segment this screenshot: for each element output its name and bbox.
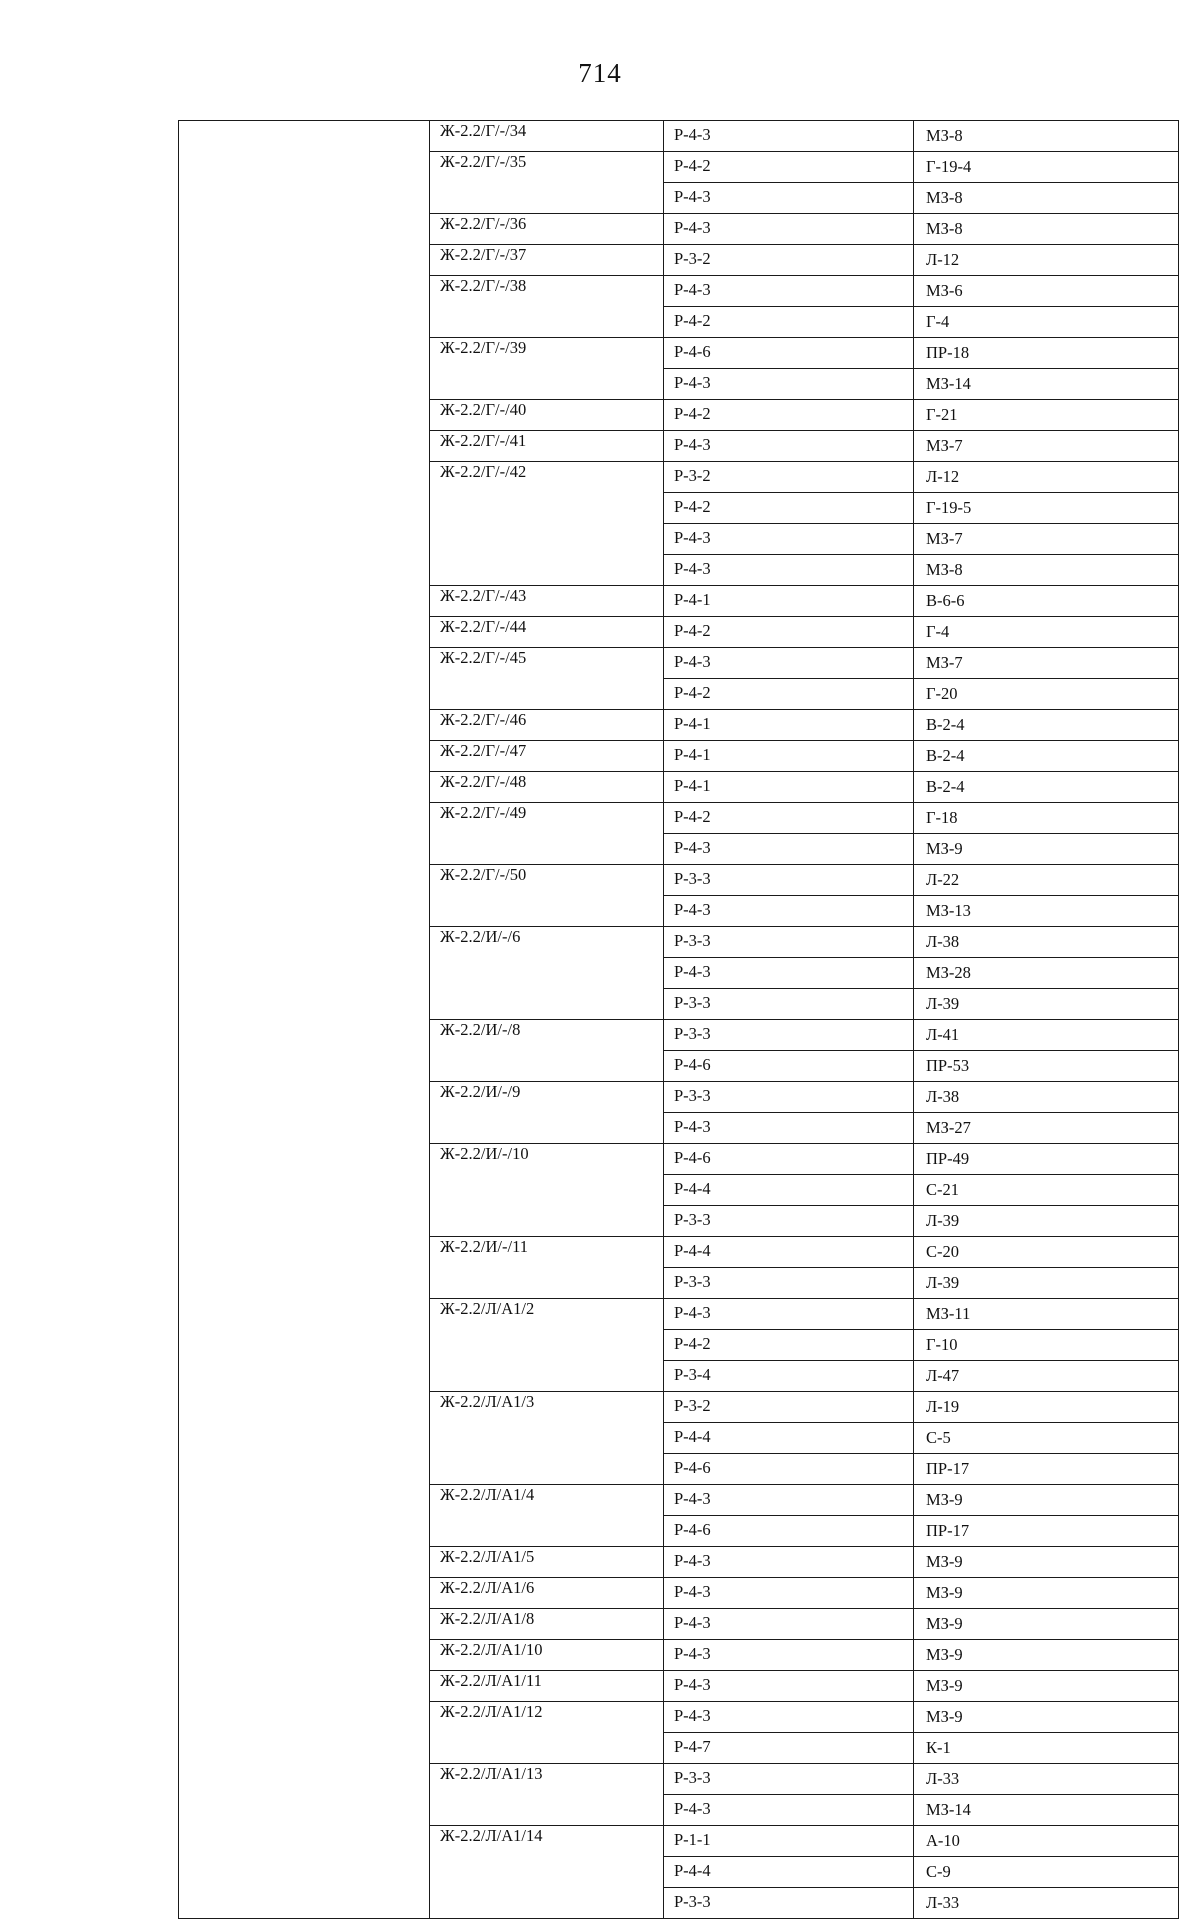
r-code-cell: Р-3-3 bbox=[664, 1206, 914, 1237]
group-code-cell: Ж-2.2/Л/А1/10 bbox=[430, 1640, 664, 1671]
r-code-cell: Р-4-3 bbox=[664, 834, 914, 865]
r-code-cell: Р-4-3 bbox=[664, 555, 914, 586]
category-code-cell: В-2-4 bbox=[914, 710, 1179, 741]
category-code-cell: ПР-18 bbox=[914, 338, 1179, 369]
category-code-cell: Г-4 bbox=[914, 617, 1179, 648]
r-code-cell: Р-4-4 bbox=[664, 1857, 914, 1888]
r-code-cell: Р-4-3 bbox=[664, 431, 914, 462]
group-code-cell: Ж-2.2/Л/А1/12 bbox=[430, 1702, 664, 1764]
r-code-cell: Р-4-2 bbox=[664, 400, 914, 431]
category-code-cell: Г-21 bbox=[914, 400, 1179, 431]
r-code-cell: Р-3-2 bbox=[664, 1392, 914, 1423]
category-code-cell: МЗ-7 bbox=[914, 431, 1179, 462]
group-code-cell: Ж-2.2/Г/-/46 bbox=[430, 710, 664, 741]
category-code-cell: Г-4 bbox=[914, 307, 1179, 338]
group-code-cell: Ж-2.2/Г/-/44 bbox=[430, 617, 664, 648]
r-code-cell: Р-4-2 bbox=[664, 617, 914, 648]
group-code-cell: Ж-2.2/Г/-/39 bbox=[430, 338, 664, 400]
category-code-cell: Л-33 bbox=[914, 1764, 1179, 1795]
r-code-cell: Р-4-3 bbox=[664, 524, 914, 555]
category-code-cell: В-6-6 bbox=[914, 586, 1179, 617]
category-code-cell: Г-20 bbox=[914, 679, 1179, 710]
page-number: 714 bbox=[578, 58, 622, 88]
r-code-cell: Р-3-3 bbox=[664, 1888, 914, 1919]
r-code-cell: Р-3-3 bbox=[664, 989, 914, 1020]
category-code-cell: Г-10 bbox=[914, 1330, 1179, 1361]
r-code-cell: Р-4-2 bbox=[664, 152, 914, 183]
category-code-cell: МЗ-7 bbox=[914, 524, 1179, 555]
r-code-cell: Р-4-3 bbox=[664, 896, 914, 927]
category-code-cell: С-5 bbox=[914, 1423, 1179, 1454]
group-code-cell: Ж-2.2/Л/А1/3 bbox=[430, 1392, 664, 1485]
category-code-cell: МЗ-28 bbox=[914, 958, 1179, 989]
r-code-cell: Р-4-3 bbox=[664, 214, 914, 245]
category-code-cell: Л-47 bbox=[914, 1361, 1179, 1392]
r-code-cell: Р-3-3 bbox=[664, 1020, 914, 1051]
category-code-cell: МЗ-8 bbox=[914, 555, 1179, 586]
group-code-cell: Ж-2.2/Л/А1/13 bbox=[430, 1764, 664, 1826]
category-code-cell: В-2-4 bbox=[914, 741, 1179, 772]
group-code-cell: Ж-2.2/Г/-/37 bbox=[430, 245, 664, 276]
category-code-cell: МЗ-8 bbox=[914, 183, 1179, 214]
group-code-cell: Ж-2.2/Г/-/47 bbox=[430, 741, 664, 772]
category-code-cell: Г-19-4 bbox=[914, 152, 1179, 183]
group-code-cell: Ж-2.2/Л/А1/2 bbox=[430, 1299, 664, 1392]
r-code-cell: Р-4-3 bbox=[664, 369, 914, 400]
group-code-cell: Ж-2.2/И/-/8 bbox=[430, 1020, 664, 1082]
group-code-cell: Ж-2.2/Г/-/45 bbox=[430, 648, 664, 710]
category-code-cell: ПР-17 bbox=[914, 1516, 1179, 1547]
r-code-cell: Р-4-3 bbox=[664, 1671, 914, 1702]
category-code-cell: Л-38 bbox=[914, 927, 1179, 958]
category-code-cell: Л-22 bbox=[914, 865, 1179, 896]
category-code-cell: МЗ-9 bbox=[914, 834, 1179, 865]
group-code-cell: Ж-2.2/И/-/11 bbox=[430, 1237, 664, 1299]
r-code-cell: Р-4-7 bbox=[664, 1733, 914, 1764]
r-code-cell: Р-4-3 bbox=[664, 648, 914, 679]
r-code-cell: Р-4-1 bbox=[664, 772, 914, 803]
category-code-cell: С-21 bbox=[914, 1175, 1179, 1206]
r-code-cell: Р-4-4 bbox=[664, 1237, 914, 1268]
group-code-cell: Ж-2.2/Г/-/38 bbox=[430, 276, 664, 338]
r-code-cell: Р-3-3 bbox=[664, 927, 914, 958]
r-code-cell: Р-4-2 bbox=[664, 679, 914, 710]
group-code-cell: Ж-2.2/И/-/6 bbox=[430, 927, 664, 1020]
category-code-cell: МЗ-9 bbox=[914, 1671, 1179, 1702]
category-code-cell: ПР-49 bbox=[914, 1144, 1179, 1175]
group-code-cell: Ж-2.2/Г/-/35 bbox=[430, 152, 664, 214]
r-code-cell: Р-3-3 bbox=[664, 1764, 914, 1795]
group-code-cell: Ж-2.2/Г/-/36 bbox=[430, 214, 664, 245]
r-code-cell: Р-4-2 bbox=[664, 1330, 914, 1361]
category-code-cell: Л-41 bbox=[914, 1020, 1179, 1051]
r-code-cell: Р-4-2 bbox=[664, 307, 914, 338]
group-code-cell: Ж-2.2/И/-/10 bbox=[430, 1144, 664, 1237]
r-code-cell: Р-1-1 bbox=[664, 1826, 914, 1857]
category-code-cell: С-9 bbox=[914, 1857, 1179, 1888]
category-code-cell: Г-18 bbox=[914, 803, 1179, 834]
category-code-cell: Л-39 bbox=[914, 1268, 1179, 1299]
group-code-cell: Ж-2.2/Л/А1/14 bbox=[430, 1826, 664, 1919]
r-code-cell: Р-4-3 bbox=[664, 1578, 914, 1609]
group-code-cell: Ж-2.2/И/-/9 bbox=[430, 1082, 664, 1144]
group-code-cell: Ж-2.2/Г/-/49 bbox=[430, 803, 664, 865]
category-code-cell: МЗ-9 bbox=[914, 1485, 1179, 1516]
r-code-cell: Р-4-2 bbox=[664, 803, 914, 834]
category-code-cell: Л-12 bbox=[914, 245, 1179, 276]
r-code-cell: Р-4-3 bbox=[664, 958, 914, 989]
group-code-cell: Ж-2.2/Л/А1/8 bbox=[430, 1609, 664, 1640]
category-code-cell: МЗ-6 bbox=[914, 276, 1179, 307]
table-body bbox=[179, 121, 1179, 1919]
r-code-cell: Р-4-6 bbox=[664, 338, 914, 369]
category-code-cell: МЗ-11 bbox=[914, 1299, 1179, 1330]
category-code-cell: МЗ-14 bbox=[914, 1795, 1179, 1826]
category-code-cell: Л-38 bbox=[914, 1082, 1179, 1113]
group-code-cell: Ж-2.2/Л/А1/4 bbox=[430, 1485, 664, 1547]
category-code-cell: Л-33 bbox=[914, 1888, 1179, 1919]
empty-first-column bbox=[179, 121, 430, 1919]
r-code-cell: Р-4-4 bbox=[664, 1175, 914, 1206]
r-code-cell: Р-3-2 bbox=[664, 462, 914, 493]
r-code-cell: Р-4-1 bbox=[664, 586, 914, 617]
table-row bbox=[179, 121, 1179, 152]
r-code-cell: Р-3-3 bbox=[664, 1268, 914, 1299]
category-code-cell: МЗ-8 bbox=[914, 121, 1179, 152]
category-code-cell: В-2-4 bbox=[914, 772, 1179, 803]
category-code-cell: ПР-17 bbox=[914, 1454, 1179, 1485]
category-code-cell: ПР-53 bbox=[914, 1051, 1179, 1082]
r-code-cell: Р-4-1 bbox=[664, 710, 914, 741]
category-code-cell: Г-19-5 bbox=[914, 493, 1179, 524]
category-code-cell: МЗ-13 bbox=[914, 896, 1179, 927]
group-code-cell: Ж-2.2/Г/-/50 bbox=[430, 865, 664, 927]
category-code-cell: МЗ-9 bbox=[914, 1640, 1179, 1671]
category-code-cell: МЗ-9 bbox=[914, 1547, 1179, 1578]
r-code-cell: Р-4-6 bbox=[664, 1051, 914, 1082]
category-code-cell: МЗ-27 bbox=[914, 1113, 1179, 1144]
data-table bbox=[178, 120, 1179, 1919]
r-code-cell: Р-4-2 bbox=[664, 493, 914, 524]
group-code-cell: Ж-2.2/Л/А1/11 bbox=[430, 1671, 664, 1702]
r-code-cell: Р-3-2 bbox=[664, 245, 914, 276]
r-code-cell: Р-4-3 bbox=[664, 1113, 914, 1144]
r-code-cell: Р-4-1 bbox=[664, 741, 914, 772]
category-code-cell: Л-19 bbox=[914, 1392, 1179, 1423]
category-code-cell: МЗ-7 bbox=[914, 648, 1179, 679]
category-code-cell: МЗ-9 bbox=[914, 1702, 1179, 1733]
category-code-cell: МЗ-14 bbox=[914, 369, 1179, 400]
category-code-cell: МЗ-9 bbox=[914, 1609, 1179, 1640]
r-code-cell: Р-4-3 bbox=[664, 1795, 914, 1826]
r-code-cell: Р-4-6 bbox=[664, 1516, 914, 1547]
group-code-cell: Ж-2.2/Г/-/41 bbox=[430, 431, 664, 462]
category-code-cell: А-10 bbox=[914, 1826, 1179, 1857]
category-code-cell: МЗ-8 bbox=[914, 214, 1179, 245]
r-code-cell: Р-4-6 bbox=[664, 1454, 914, 1485]
group-code-cell: Ж-2.2/Л/А1/5 bbox=[430, 1547, 664, 1578]
r-code-cell: Р-4-3 bbox=[664, 183, 914, 214]
r-code-cell: Р-4-4 bbox=[664, 1423, 914, 1454]
group-code-cell: Ж-2.2/Г/-/43 bbox=[430, 586, 664, 617]
group-code-cell: Ж-2.2/Г/-/34 bbox=[430, 121, 664, 152]
r-code-cell: Р-4-3 bbox=[664, 1485, 914, 1516]
r-code-cell: Р-4-3 bbox=[664, 1702, 914, 1733]
r-code-cell: Р-3-3 bbox=[664, 1082, 914, 1113]
r-code-cell: Р-4-3 bbox=[664, 1609, 914, 1640]
category-code-cell: Л-12 bbox=[914, 462, 1179, 493]
category-code-cell: К-1 bbox=[914, 1733, 1179, 1764]
group-code-cell: Ж-2.2/Г/-/42 bbox=[430, 462, 664, 586]
group-code-cell: Ж-2.2/Г/-/48 bbox=[430, 772, 664, 803]
r-code-cell: Р-4-6 bbox=[664, 1144, 914, 1175]
r-code-cell: Р-4-3 bbox=[664, 1640, 914, 1671]
r-code-cell: Р-4-3 bbox=[664, 1299, 914, 1330]
category-code-cell: С-20 bbox=[914, 1237, 1179, 1268]
category-code-cell: МЗ-9 bbox=[914, 1578, 1179, 1609]
group-code-cell: Ж-2.2/Л/А1/6 bbox=[430, 1578, 664, 1609]
r-code-cell: Р-3-3 bbox=[664, 865, 914, 896]
r-code-cell: Р-4-3 bbox=[664, 1547, 914, 1578]
r-code-cell: Р-4-3 bbox=[664, 276, 914, 307]
category-code-cell: Л-39 bbox=[914, 989, 1179, 1020]
r-code-cell: Р-4-3 bbox=[664, 121, 914, 152]
group-code-cell: Ж-2.2/Г/-/40 bbox=[430, 400, 664, 431]
category-code-cell: Л-39 bbox=[914, 1206, 1179, 1237]
r-code-cell: Р-3-4 bbox=[664, 1361, 914, 1392]
